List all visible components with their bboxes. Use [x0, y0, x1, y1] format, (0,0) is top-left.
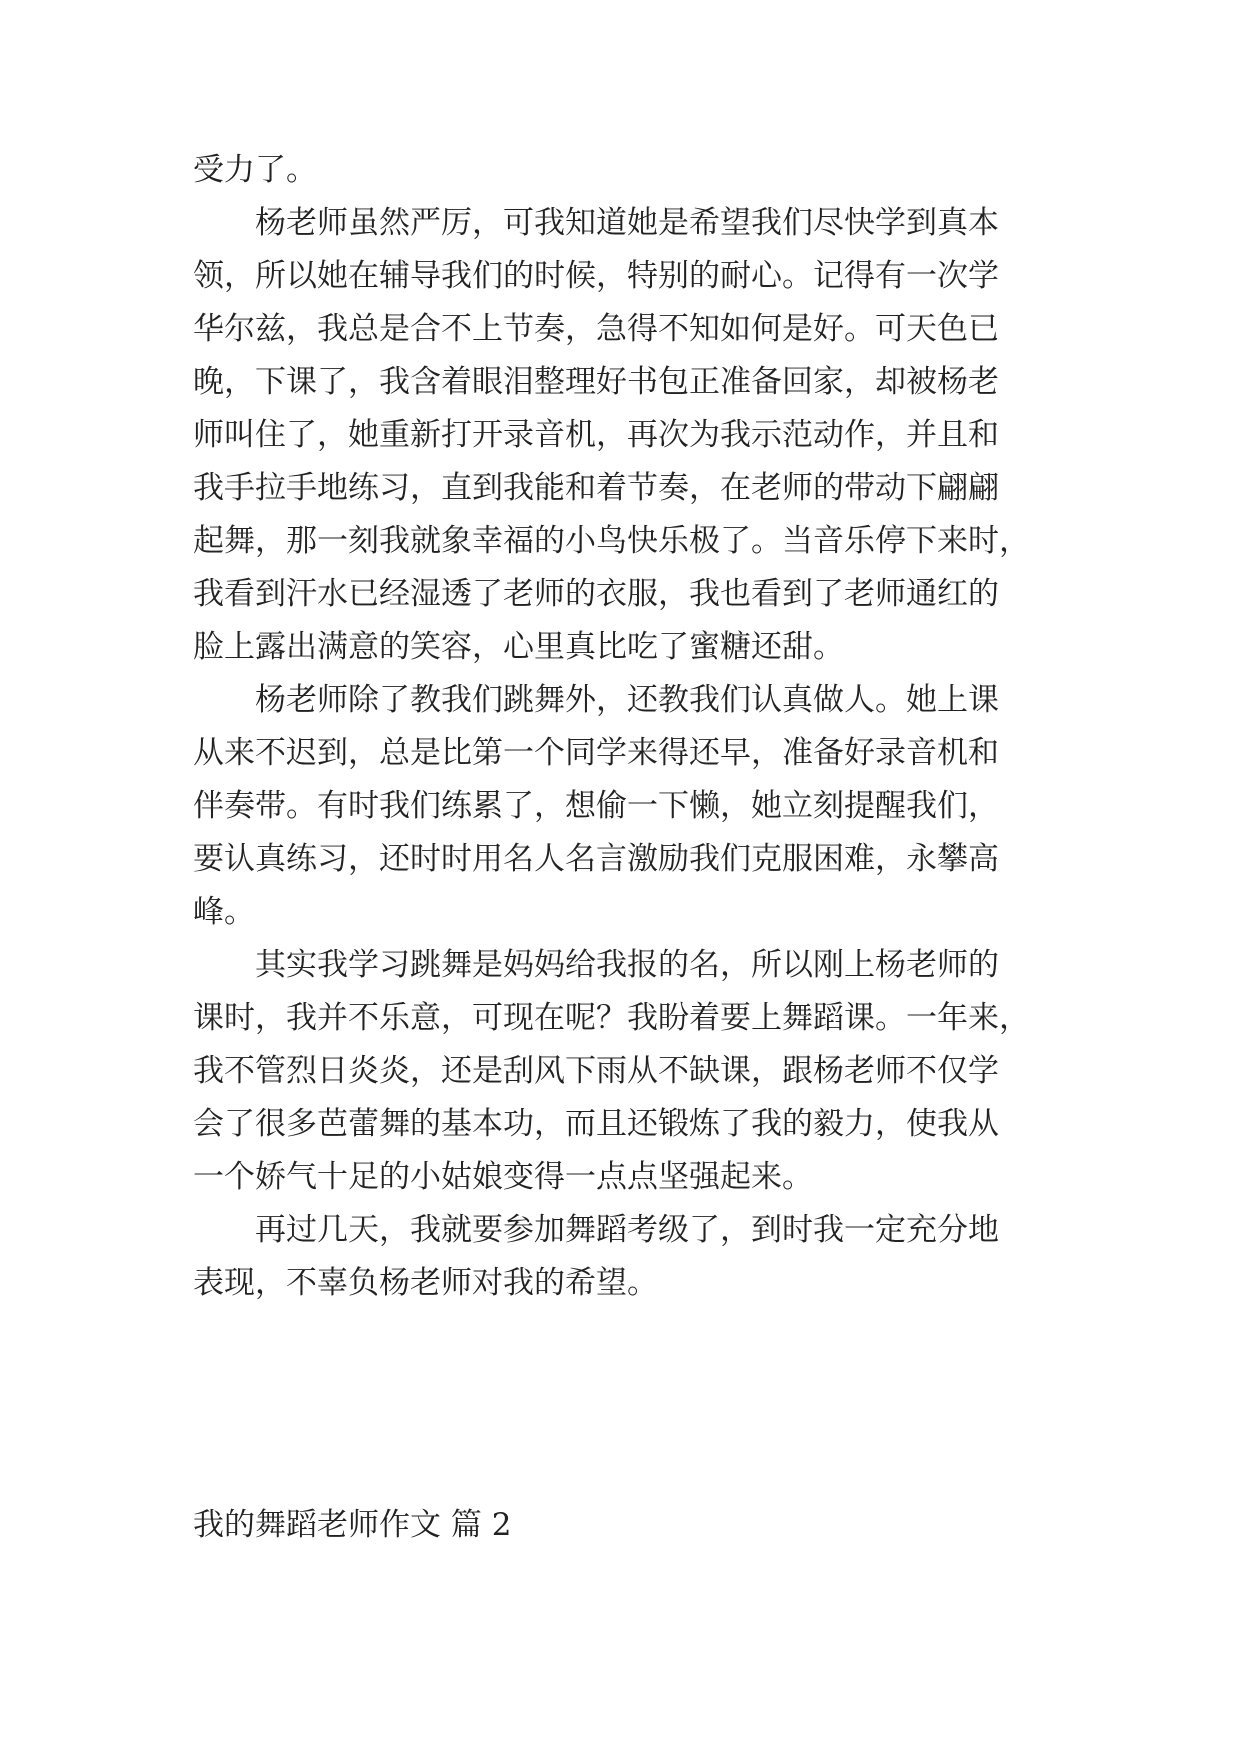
paragraph-start-line: 杨老师虽然严厉，可我知道她是希望我们尽快学到真本 [255, 205, 999, 241]
paragraph-start-line: 杨老师除了教我们跳舞外，还教我们认真做人。她上课 [255, 682, 999, 718]
text-line: 领，所以她在辅导我们的时候，特别的耐心。记得有一次学 [193, 258, 999, 294]
paragraph-start-line: 再过几天，我就要参加舞蹈考级了，到时我一定充分地 [255, 1212, 999, 1248]
paragraph-start-line: 其实我学习跳舞是妈妈给我报的名，所以刚上杨老师的 [255, 947, 999, 983]
text-line: 受力了。 [193, 152, 317, 188]
text-line: 会了很多芭蕾舞的基本功，而且还锻炼了我的毅力，使我从 [193, 1106, 999, 1142]
text-line: 师叫住了，她重新打开录音机，再次为我示范动作，并且和 [193, 417, 999, 453]
text-line: 峰。 [193, 894, 255, 930]
text-line: 从来不迟到，总是比第一个同学来得还早，准备好录音机和 [193, 735, 999, 771]
text-line: 我手拉手地练习，直到我能和着节奏，在老师的带动下翩翩 [193, 470, 999, 506]
text-line: 课时，我并不乐意，可现在呢？我盼着要上舞蹈课。一年来， [193, 1000, 1030, 1036]
text-line: 起舞，那一刻我就象幸福的小鸟快乐极了。当音乐停下来时， [193, 523, 1030, 559]
text-line: 一个娇气十足的小姑娘变得一点点坚强起来。 [193, 1159, 813, 1195]
text-line: 要认真练习，还时时用名人名言激励我们克服困难，永攀高 [193, 841, 999, 877]
text-line: 我看到汗水已经湿透了老师的衣服，我也看到了老师通红的 [193, 576, 999, 612]
text-line: 华尔兹，我总是合不上节奏，急得不知如何是好。可天色已 [193, 311, 999, 347]
text-line: 晚，下课了，我含着眼泪整理好书包正准备回家，却被杨老 [193, 364, 999, 400]
text-line: 表现，不辜负杨老师对我的希望。 [193, 1265, 658, 1301]
section-heading: 我的舞蹈老师作文 篇 2 [193, 1507, 512, 1543]
text-line: 我不管烈日炎炎，还是刮风下雨从不缺课，跟杨老师不仅学 [193, 1053, 999, 1089]
text-line: 伴奏带。有时我们练累了，想偷一下懒，她立刻提醒我们， [193, 788, 999, 824]
text-line: 脸上露出满意的笑容，心里真比吃了蜜糖还甜。 [193, 629, 844, 665]
